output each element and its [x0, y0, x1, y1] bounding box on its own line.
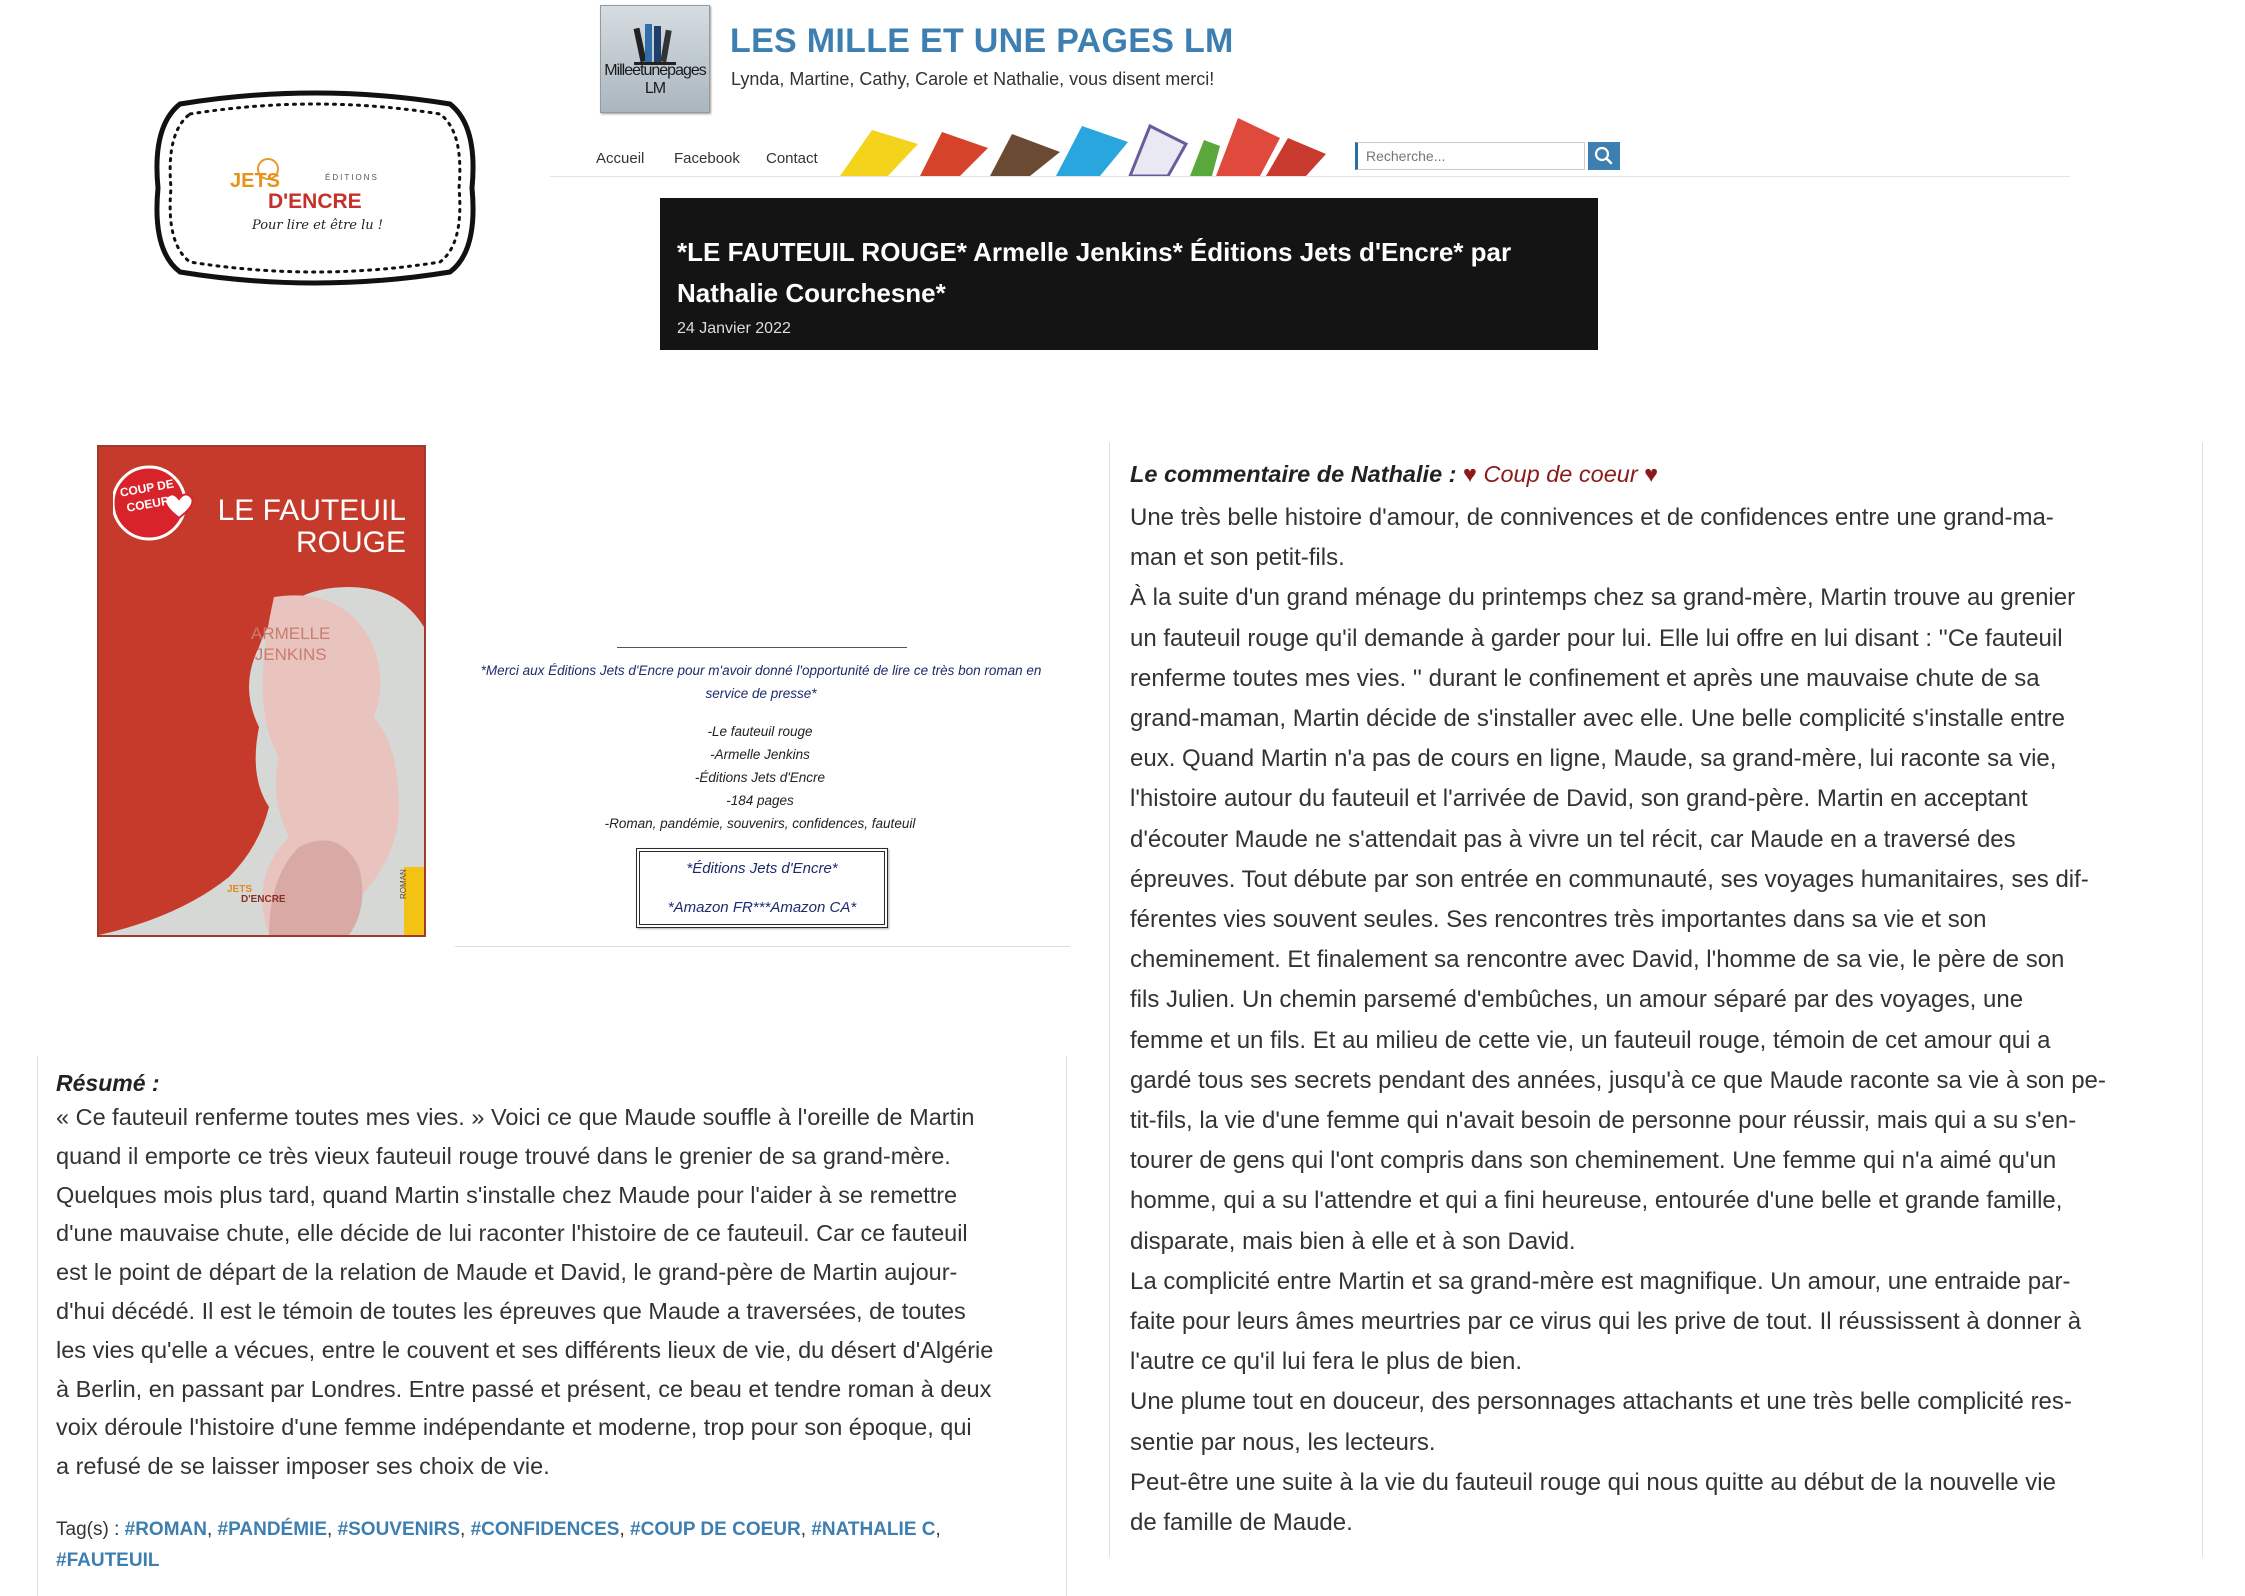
- seal-brand-jets: JETS: [230, 170, 281, 192]
- resume-line: d'hui décédé. Il est le témoin de toutes les épreuves que Maude a traversées, de toutes: [56, 1297, 966, 1324]
- comment-line: disparate, mais bien à elle et à son David.: [1130, 1227, 1576, 1255]
- comment-line: faite pour leurs âmes meurtries par ce virus qui les prive de tout. Il réussissent à donner à: [1130, 1308, 2082, 1336]
- seal-slogan: Pour lire et être lu !: [252, 218, 384, 233]
- search-button[interactable]: [1588, 142, 1620, 170]
- comment-line: d'écouter Maude ne s'attendait pas à vivre un tel récit, car Maude en a traversé des: [1130, 825, 2016, 853]
- publisher-seal-frame: [150, 86, 480, 291]
- nav-divider: [550, 176, 2070, 177]
- comment-line: La complicité entre Martin et sa grand-mère est magnifique. Un amour, une entraide par-: [1130, 1267, 2071, 1295]
- tag-roman[interactable]: #ROMAN: [124, 1519, 207, 1540]
- tag-coup-de-coeur[interactable]: #COUP DE COEUR: [630, 1519, 801, 1540]
- book-detail-title: -Le fauteuil rouge: [707, 724, 813, 739]
- comment-line: épreuves. Tout débute par son entrée en communauté, ses voyages humanitaires, ses dif-: [1130, 865, 2089, 893]
- nav-item-contact[interactable]: Contact: [766, 150, 818, 167]
- resume-line: a refusé de se laisser imposer ses choix de vie.: [56, 1453, 550, 1480]
- post-title: *LE FAUTEUIL ROUGE* Armelle Jenkins* Éditions Jets d'Encre* par Nathalie Courchesne*: [677, 237, 1512, 308]
- press-thanks: *Merci aux Éditions Jets d'Encre pour m'avoir donné l'opportunité de lire ce très bon roman en service de presse*: [480, 663, 1042, 701]
- comment-line: man et son petit-fils.: [1130, 544, 1345, 572]
- comment-line: femme et un fils. Et au milieu de cette vie, un fauteuil rouge, témoin de cet amour qui a: [1130, 1026, 2051, 1054]
- cover-spine-label: ROMAN: [399, 869, 408, 899]
- resume-line: les vies qu'elle a vécues, entre le couvent et ses différents lieux de vie, du désert d'Algérie: [56, 1336, 994, 1363]
- coup-de-coeur-label: ♥ Coup de coeur ♥: [1463, 461, 1659, 487]
- comment-line: renferme toutes mes vies. '' durant le confinement et après une mauvaise chute de sa: [1130, 664, 2040, 692]
- book-detail-publisher: -Éditions Jets d'Encre: [694, 770, 826, 785]
- comment-line: un fauteuil rouge qu'il demande à garder pour lui. Elle lui offre en lui disant : ''Ce fauteuil: [1130, 624, 2063, 652]
- post-date: 24 Janvier 2022: [677, 320, 791, 337]
- resume-line: Quelques mois plus tard, quand Martin s'installe chez Maude pour l'aider à se remettre: [56, 1181, 958, 1208]
- tag-souvenirs[interactable]: #SOUVENIRS: [337, 1519, 461, 1540]
- tags-label: Tag(s) :: [56, 1519, 120, 1540]
- comment-line: À la suite d'un grand ménage du printemps chez sa grand-mère, Martin trouve au grenier: [1130, 584, 2076, 612]
- resume-line: « Ce fauteuil renferme toutes mes vies. » Voici ce que Maude souffle à l'oreille de Martin: [56, 1104, 975, 1130]
- nav-item-accueil[interactable]: Accueil: [596, 150, 645, 167]
- comment-heading: [1130, 461, 1658, 488]
- seal-brand-encre: D'ENCRE: [268, 190, 362, 213]
- comment-line: sentie par nous, les lecteurs.: [1130, 1428, 1436, 1456]
- tags-list: Tag(s) : #ROMAN, #PANDÉMIE, #SOUVENIRS, #CONFIDENCES, #COUP DE COEUR, #NATHALIE C, #FAUTEUIL: [56, 1519, 941, 1571]
- site-tagline: Lynda, Martine, Cathy, Carole et Nathalie, vous disent merci!: [731, 69, 1215, 89]
- resume-text: [56, 1098, 1066, 1486]
- comment-line: cheminement. Et finalement sa rencontre avec David, l'homme de sa vie, le père de son: [1130, 946, 2065, 974]
- book-detail-pages: -184 pages: [726, 793, 794, 808]
- resume-line: quand il emporte ce très vieux fauteuil rouge trouvé dans le grenier de sa grand-mère.: [56, 1142, 951, 1169]
- comment-line: homme, qui a su l'attendre et qui a fini heureuse, entourée d'une belle et grande famille,: [1130, 1187, 2063, 1215]
- site-logo-text: Milleetunepages LM: [604, 62, 706, 97]
- seal-brand-small: ÉDITIONS: [325, 173, 379, 182]
- site-logo[interactable]: [600, 5, 710, 113]
- press-divider: [617, 647, 907, 648]
- comment-line: l'histoire autour du fauteuil et l'arrivée de David, son grand-père. Martin en acceptant: [1130, 785, 2028, 813]
- site-title[interactable]: LES MILLE ET UNE PAGES LM: [730, 22, 1234, 60]
- resume-heading: Résumé :: [56, 1070, 160, 1096]
- comment-line: tourer de gens qui l'ont compris dans son cheminement. Une femme qui n'a aimé qu'un: [1130, 1147, 2057, 1175]
- comment-line: l'autre ce qu'il lui fera le plus de bien.: [1130, 1348, 1523, 1376]
- resume-line: voix déroule l'histoire d'une femme indépendante et moderne, trop pour son époque, qui: [56, 1414, 972, 1441]
- cover-publisher-logo: [227, 885, 286, 905]
- cover-publisher-line1: JETS: [227, 884, 253, 895]
- book-detail-genres: -Roman, pandémie, souvenirs, confidences, fauteuil: [604, 816, 916, 831]
- resume-line: d'une mauvaise chute, elle décide de lui raconter l'histoire de ce fauteuil. Car ce fauteuil: [56, 1220, 968, 1247]
- books-icon: [631, 20, 679, 68]
- comment-line: de famille de Maude.: [1130, 1509, 1353, 1537]
- comment-line: eux. Quand Martin n'a pas de cours en ligne, Maude, sa grand-mère, lui raconte sa vie,: [1130, 745, 2057, 773]
- search-icon: [1588, 142, 1620, 170]
- comment-line: gardé tous ses secrets pendant des années, jusqu'à ce que Maude raconte sa vie à son pe-: [1130, 1066, 2106, 1094]
- comment-line: fils Julien. Un chemin parsemé d'embûches, un amour séparé par des voyages, une: [1130, 986, 2024, 1014]
- resume-panel: [37, 1056, 1067, 1596]
- cover-badge-line2: COEUR: [125, 493, 171, 515]
- comment-line: tit-fils, la vie d'une femme qui n'avait besoin de personne pour réussir, mais qui a su s'en-: [1130, 1107, 2077, 1135]
- cover-title-line1: LE FAUTEUIL: [217, 494, 406, 527]
- comment-line: férentes vies souvent seules. Ses rencontres très importantes dans sa vie et son: [1130, 906, 1987, 934]
- cover-title: [218, 495, 406, 559]
- buy-link-publisher[interactable]: *Éditions Jets d'Encre*: [686, 860, 838, 877]
- book-detail-author: -Armelle Jenkins: [710, 747, 810, 762]
- comment-line: Une très belle histoire d'amour, de connivences et de confidences entre une grand-ma-: [1130, 504, 2054, 531]
- publisher-logo: [150, 86, 480, 291]
- post-title-banner: [660, 198, 1598, 350]
- nav-item-facebook[interactable]: Facebook: [674, 150, 740, 167]
- books-banner-image: [760, 118, 1360, 176]
- search-input[interactable]: [1355, 142, 1585, 170]
- tag-fauteuil[interactable]: #FAUTEUIL: [56, 1550, 160, 1571]
- comment-line: Une plume tout en douceur, des personnages attachants et une très belle complicité res-: [1130, 1388, 2072, 1416]
- comment-panel: [1109, 442, 2203, 1557]
- buy-links-box: [636, 848, 888, 928]
- comment-heading-label: Le commentaire de Nathalie :: [1130, 461, 1457, 487]
- resume-line: est le point de départ de la relation de Maude et David, le grand-père de Martin aujour-: [56, 1259, 958, 1286]
- tag-nathalie-c[interactable]: #NATHALIE C: [811, 1519, 936, 1540]
- press-bottom-divider: [455, 946, 1070, 947]
- tag-confidences[interactable]: #CONFIDENCES: [470, 1519, 620, 1540]
- cover-author: [251, 623, 330, 665]
- tag-pandemie[interactable]: #PANDÉMIE: [217, 1519, 327, 1540]
- cover-author-line2: JENKINS: [254, 645, 327, 664]
- comment-text: [1130, 498, 2200, 1543]
- cover-title-line2: ROUGE: [295, 526, 406, 559]
- resume-line: à Berlin, en passant par Londres. Entre passé et présent, ce beau et tendre roman à deux: [56, 1375, 992, 1402]
- comment-line: Peut-être une suite à la vie du fauteuil rouge qui nous quitte au début de la nouvelle vie: [1130, 1468, 2056, 1496]
- comment-line: grand-maman, Martin décide de s'installer avec elle. Une belle complicité s'installe entre: [1130, 705, 2065, 733]
- cover-badge-line1: COUP DE: [118, 476, 175, 500]
- book-details: [560, 720, 960, 835]
- book-cover-image: [97, 445, 426, 937]
- cover-author-line1: ARMELLE: [251, 624, 331, 643]
- buy-link-amazon[interactable]: *Amazon FR***Amazon CA*: [667, 899, 857, 916]
- cover-publisher-line2: D'ENCRE: [241, 894, 286, 905]
